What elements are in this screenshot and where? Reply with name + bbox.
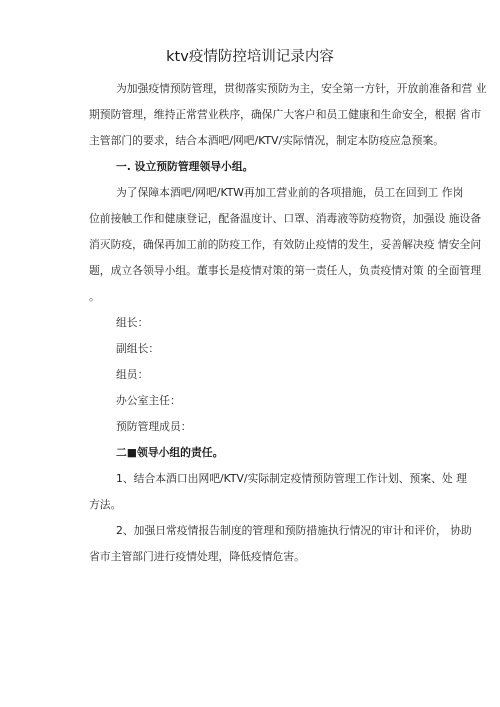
paragraph-line: 为加强疫情预防管理，贯彻落实预防为主，安全第一方针，开放前准备和营 业 [116,82,487,95]
paragraph-line: 主管部门的要求，结合本酒吧/网吧/KTV/实际情况，制定本防疫应急预案。 [89,134,445,147]
section-heading: 一. 设立预防管理领导小组。 [116,160,254,173]
paragraph-line: 位前接触工作和健康登记，配备温度计、口罩、消毒液等防疫物资，加强设 施设备 [89,212,482,225]
role-deputy-leader: 副组长： [116,342,160,355]
paragraph-line: 1、结合本酒口出网吧/KTV/实际制定疫情预防管理工作计划、预案、处 理 [116,472,467,485]
paragraph-line: 消灭防疫，确保再加工前的防疫工作，有效防止疫情的发生，妥善解决疫 情安全问 [89,238,482,251]
role-members: 组员： [116,368,149,381]
section-heading: 二■领导小组的责任。 [116,446,224,459]
paragraph-line: 为了保障本酒吧/网吧/KTW再加工营业前的各项措施，员工在回到工 作岗 [116,186,464,199]
paragraph-line: 省市主管部门进行疫情处理，降低疫情危害。 [89,550,305,563]
role-prevention-members: 预防管理成员： [116,420,192,433]
document-title: ktv疫情防控培训记录内容 [166,49,334,65]
paragraph-line: 方法。 [89,498,122,511]
paragraph-line: 期预防管理，维持正常营业秩序，确保广大客户和员工健康和生命安全，根据 省市 [89,108,482,121]
role-office-director: 办公室主任： [116,394,181,407]
paragraph-line: 。 [89,290,100,303]
role-leader: 组长： [116,316,149,329]
paragraph-line: 题，成立各领导小组。董事长是疫情对策的第一责任人，负责疫情对策 的全面管理 [89,264,482,277]
paragraph-line: 2、加强日常疫情报告制度的管理和预防措施执行情况的审计和评价， 协助 [116,524,472,537]
